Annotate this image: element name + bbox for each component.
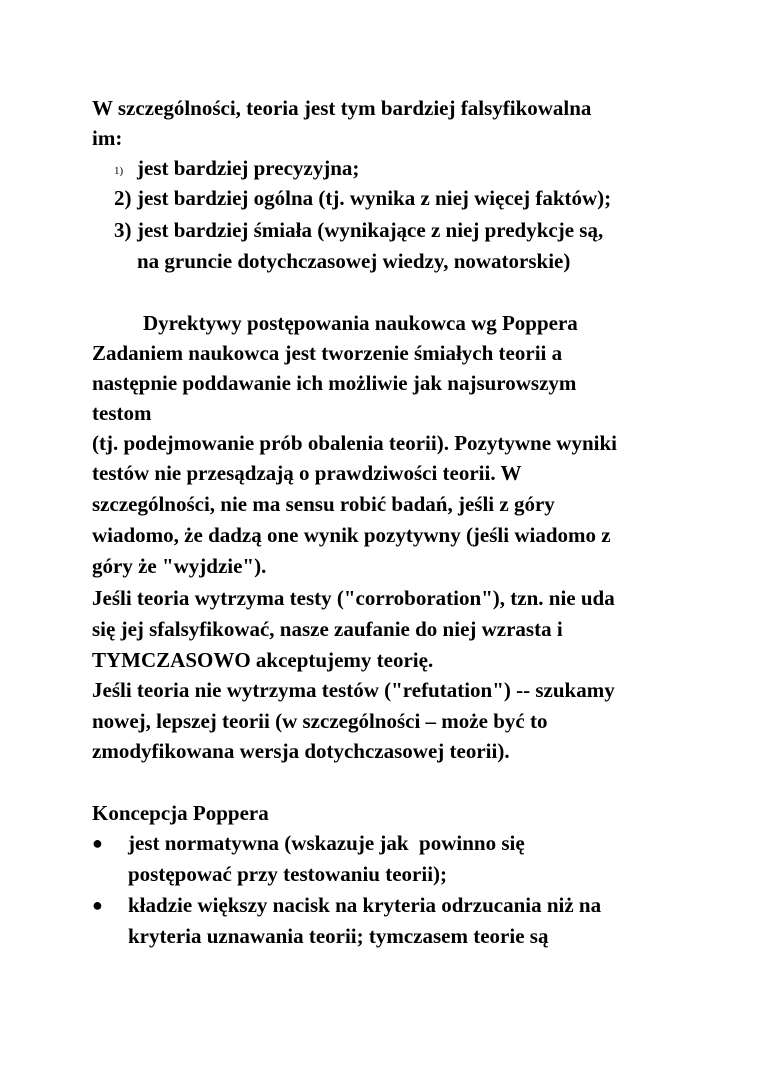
bullet-icon: ● xyxy=(92,895,103,915)
list-item-3: jest bardziej śmiała (wynikające z niej predykcje są, xyxy=(137,218,604,242)
paragraph-line: zmodyfikowana wersja dotychczasowej teorii). xyxy=(92,739,510,763)
section-heading-concept: Koncepcja Poppera xyxy=(92,801,269,825)
paragraph-line: Jeśli teoria nie wytrzyma testów ("refutation") -- szukamy xyxy=(92,678,615,702)
list-number-3: 3) xyxy=(114,218,132,242)
paragraph-line: Jeśli teoria wytrzyma testy ("corroboration"), tzn. nie uda xyxy=(92,586,615,610)
bullet-item-2: kładzie większy nacisk na kryteria odrzucania niż na xyxy=(128,893,602,917)
list-item-1: jest bardziej precyzyjna; xyxy=(137,156,360,180)
bullet-icon: ● xyxy=(92,833,103,853)
paragraph-line: TYMCZASOWO akceptujemy teorię. xyxy=(92,648,434,672)
intro-line-2: im: xyxy=(92,126,123,150)
paragraph-line: nowej, lepszej teorii (w szczególności – może być to xyxy=(92,709,548,733)
bullet-item-1: jest normatywna (wskazuje jak powinno się xyxy=(128,831,525,855)
list-number-1: 1) xyxy=(114,165,124,177)
paragraph-line: testów nie przesądzają o prawdziwości teorii. W xyxy=(92,461,522,485)
paragraph-line: testom xyxy=(92,401,152,425)
bullet-item-1-continuation: postępować przy testowaniu teorii); xyxy=(128,862,448,886)
section-heading-directives: Dyrektywy postępowania naukowca wg Poppera xyxy=(143,311,578,335)
paragraph-line: Zadaniem naukowca jest tworzenie śmiałych teorii a xyxy=(92,341,563,365)
list-number-2: 2) xyxy=(114,186,132,210)
paragraph-line: góry że "wyjdzie"). xyxy=(92,554,267,578)
intro-line-1: W szczególności, teoria jest tym bardziej falsyfikowalna xyxy=(92,96,592,120)
list-item-3-continuation: na gruncie dotychczasowej wiedzy, nowatorskie) xyxy=(137,249,571,273)
paragraph-line: (tj. podejmowanie prób obalenia teorii). Pozytywne wyniki xyxy=(92,431,617,455)
paragraph-line: następnie poddawanie ich możliwie jak najsurowszym xyxy=(92,371,577,395)
paragraph-line: wiadomo, że dadzą one wynik pozytywny (jeśli wiadomo z xyxy=(92,523,611,547)
paragraph-line: szczególności, nie ma sensu robić badań, jeśli z góry xyxy=(92,492,555,516)
list-item-2: jest bardziej ogólna (tj. wynika z niej więcej faktów); xyxy=(137,186,612,210)
bullet-item-2-continuation: kryteria uznawania teorii; tymczasem teorie są xyxy=(128,924,549,948)
paragraph-line: się jej sfalsyfikować, nasze zaufanie do niej wzrasta i xyxy=(92,617,563,641)
